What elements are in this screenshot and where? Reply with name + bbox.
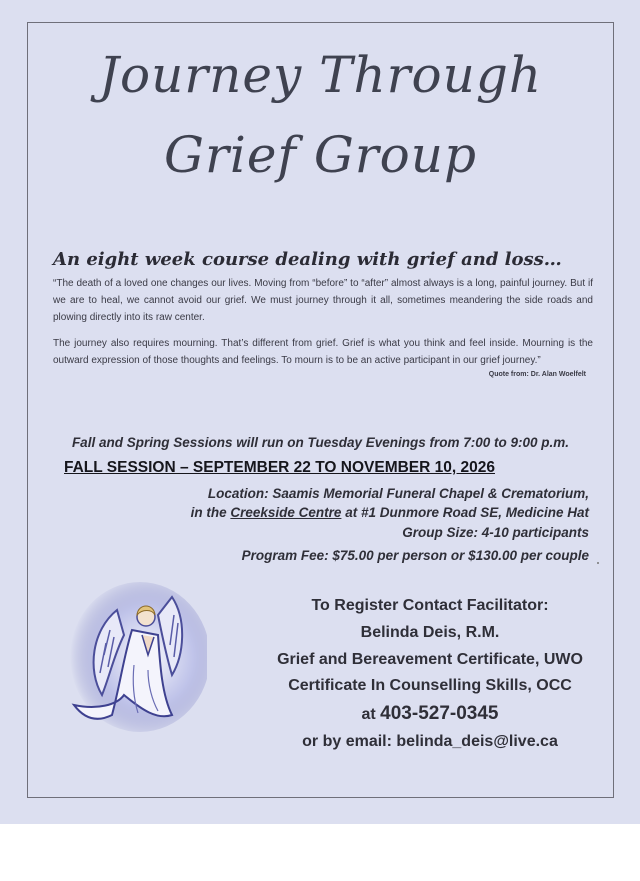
sessions-schedule: Fall and Spring Sessions will run on Tuesday Evenings from 7:00 to 9:00 p.m. <box>71 435 570 450</box>
location-prefix: in the <box>190 505 231 520</box>
group-size: Group Size: 4-10 participants <box>402 525 589 540</box>
stray-mark <box>597 562 599 564</box>
title-line-2: Grief Group <box>164 126 477 184</box>
program-fee: Program Fee: $75.00 per person or $130.00 per couple <box>241 548 589 563</box>
location-address <box>191 505 589 520</box>
subtitle: An eight week course dealing with grief and loss… <box>53 249 562 270</box>
praying-angel-icon <box>62 575 207 735</box>
quote-paragraph-2: The journey also requires mourning. That’s different from grief. Grief is what you think and feel inside. Mourning is the outward expression of those thoughts and feelings. To mourn is to be an active participant in our grief journey.” <box>53 338 593 366</box>
facilitator-name: Belinda Deis, R.M. <box>360 624 500 641</box>
location-suffix: at #1 Dunmore Road SE, Medicine Hat <box>341 505 589 520</box>
phone-line <box>230 703 630 725</box>
title-line-1: Journey Through <box>98 46 543 104</box>
certificate-uwo: Grief and Bereavement Certificate, UWO <box>277 651 583 668</box>
quote-paragraph-1: “The death of a loved one changes our lives. Moving from “before” to “after” almost always is a long, painful journey. But if we are to heal, we cannot avoid our grief. We must journey through it all, sometimes meandering the side roads and plowing directly into its raw center. <box>53 278 593 323</box>
quote-source: Quote from: Dr. Alan Woelfelt <box>488 371 586 378</box>
certificate-occ: Certificate In Counselling Skills, OCC <box>288 677 572 694</box>
location-line: Location: Saamis Memorial Funeral Chapel & Crematorium, <box>207 486 589 501</box>
location-place: Creekside Centre <box>230 505 342 520</box>
register-heading: To Register Contact Facilitator: <box>311 597 549 614</box>
email-line[interactable]: or by email: belinda_deis@live.ca <box>302 733 558 750</box>
phone-number[interactable]: 403-527-0345 <box>380 703 499 724</box>
fall-session-dates: FALL SESSION – SEPTEMBER 22 TO NOVEMBER 10, 2026 <box>64 459 495 476</box>
phone-prefix: at <box>361 706 381 723</box>
